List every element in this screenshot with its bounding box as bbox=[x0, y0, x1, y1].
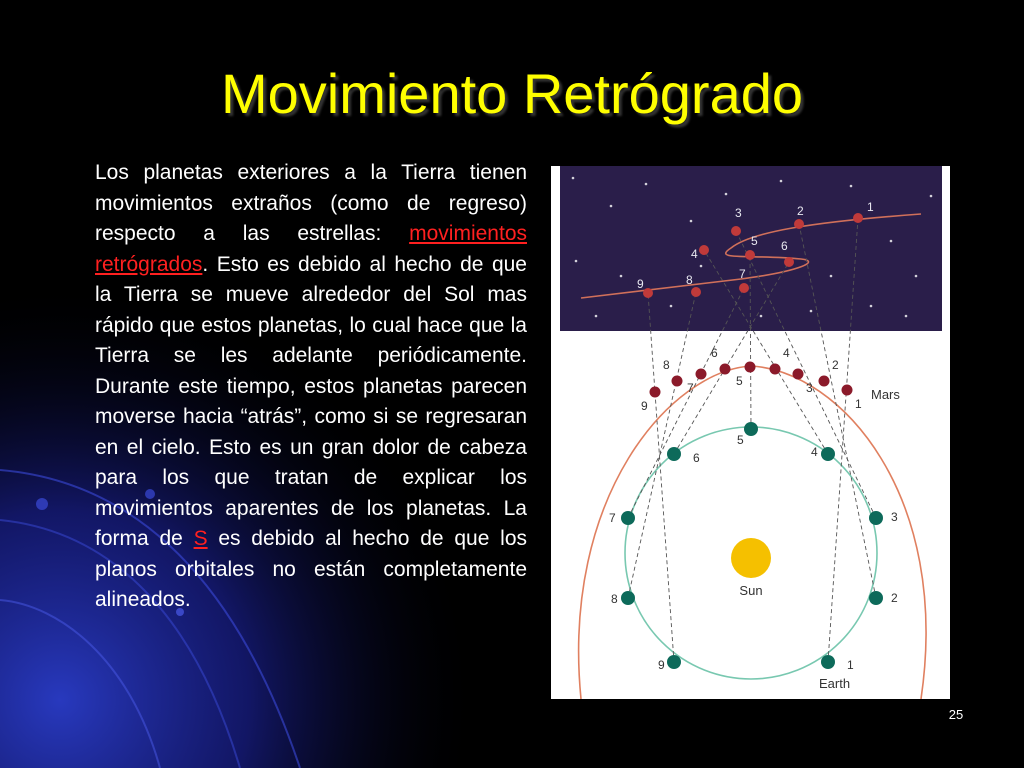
mars-position-number: 5 bbox=[736, 374, 743, 388]
sky-position-number: 2 bbox=[797, 204, 804, 218]
star bbox=[915, 275, 918, 278]
mars-label: Mars bbox=[871, 387, 900, 402]
highlight-s: S bbox=[193, 527, 208, 550]
earth-position-dot bbox=[869, 511, 883, 525]
mars-position-number: 2 bbox=[832, 358, 839, 372]
sky-position-dot bbox=[739, 283, 749, 293]
mars-position-number: 7 bbox=[687, 381, 694, 395]
sky-position-dot bbox=[784, 257, 794, 267]
slide-number: 25 bbox=[948, 707, 964, 722]
mars-position-number: 6 bbox=[711, 346, 718, 360]
mars-position-number: 3 bbox=[806, 381, 813, 395]
star bbox=[645, 183, 648, 186]
mars-position-dot bbox=[720, 364, 731, 375]
sky-position-dot bbox=[691, 287, 701, 297]
earth-position-dot bbox=[621, 511, 635, 525]
earth-position-number: 8 bbox=[611, 592, 618, 606]
sky-panel bbox=[560, 166, 942, 331]
earth-position-dot bbox=[667, 655, 681, 669]
star bbox=[620, 275, 623, 278]
earth-position-number: 1 bbox=[847, 658, 854, 672]
retrograde-diagram bbox=[551, 166, 950, 699]
sun-label: Sun bbox=[739, 583, 763, 598]
mars-position-dot bbox=[793, 369, 804, 380]
mars-position-dot bbox=[696, 369, 707, 380]
paragraph-text-2: . Esto es debido al hecho de que la Tierra se mueve alrededor del Sol mas rápido que estos planetas, lo cual hace que la Tierra se les adelante periódicamente. Durante este tiempo, estos planetas parecen moverse hacia “atrás”, como si se regresaran en el cielo. Esto es un gran dolor de cabeza para los que tratan de explicar los movimientos aparentes de los planetas. La forma de bbox=[95, 252, 527, 550]
star bbox=[905, 315, 908, 318]
sun bbox=[731, 538, 771, 578]
earth-position-number: 2 bbox=[891, 591, 898, 605]
mars-position-dot bbox=[650, 387, 661, 398]
sky-position-number: 5 bbox=[751, 234, 758, 248]
sky-position-dot bbox=[699, 245, 709, 255]
star bbox=[572, 177, 575, 180]
star bbox=[610, 205, 613, 208]
earth-position-number: 5 bbox=[737, 433, 744, 447]
star bbox=[760, 315, 763, 318]
sky-position-number: 8 bbox=[686, 273, 693, 287]
earth-position-dot bbox=[821, 655, 835, 669]
earth-position-number: 4 bbox=[811, 445, 818, 459]
star bbox=[850, 185, 853, 188]
highlight-retrograde: movimientos retrógrados bbox=[95, 222, 527, 276]
paragraph-text-1: Los planetas exteriores a la Tierra tienen movimientos extraños (como de regreso) respecto a las estrellas: bbox=[95, 161, 527, 245]
star bbox=[780, 180, 783, 183]
slide-title: Movimiento Retrógrado bbox=[220, 62, 804, 125]
sky-position-number: 1 bbox=[867, 200, 874, 214]
sky-position-dot bbox=[853, 213, 863, 223]
earth-position-dot bbox=[744, 422, 758, 436]
mars-position-number: 8 bbox=[663, 358, 670, 372]
mars-position-number: 9 bbox=[641, 399, 648, 413]
earth-label: Earth bbox=[819, 676, 851, 691]
star bbox=[575, 260, 578, 263]
sky-position-number: 6 bbox=[781, 239, 788, 253]
star bbox=[700, 265, 703, 268]
mars-position-dot bbox=[819, 376, 830, 387]
star bbox=[810, 310, 813, 313]
star bbox=[595, 315, 598, 318]
sky-position-number: 7 bbox=[739, 267, 746, 281]
star bbox=[890, 240, 893, 243]
earth-position-number: 6 bbox=[693, 451, 700, 465]
star bbox=[690, 220, 693, 223]
earth-position-dot bbox=[667, 447, 681, 461]
star bbox=[670, 305, 673, 308]
sky-position-dot bbox=[731, 226, 741, 236]
earth-position-number: 7 bbox=[609, 511, 616, 525]
mars-position-number: 1 bbox=[855, 397, 862, 411]
paragraph-text-3: es debido al hecho de que los planos orbitales no están completamente alineados. bbox=[95, 527, 527, 611]
mars-position-dot bbox=[770, 364, 781, 375]
mars-position-dot bbox=[672, 376, 683, 387]
sky-position-dot bbox=[794, 219, 804, 229]
earth-position-dot bbox=[621, 591, 635, 605]
sky-position-dot bbox=[643, 288, 653, 298]
mars-position-dot bbox=[745, 362, 756, 373]
mars-position-number: 4 bbox=[783, 346, 790, 360]
earth-position-number: 9 bbox=[658, 658, 665, 672]
star bbox=[725, 193, 728, 196]
sky-position-number: 9 bbox=[637, 277, 644, 291]
sky-position-dot bbox=[745, 250, 755, 260]
star bbox=[870, 305, 873, 308]
sky-position-number: 4 bbox=[691, 247, 698, 261]
earth-position-dot bbox=[821, 447, 835, 461]
earth-position-dot bbox=[869, 591, 883, 605]
star bbox=[930, 195, 933, 198]
star bbox=[830, 275, 833, 278]
sky-position-number: 3 bbox=[735, 206, 742, 220]
body-paragraph bbox=[95, 158, 527, 616]
earth-position-number: 3 bbox=[891, 510, 898, 524]
mars-position-dot bbox=[842, 385, 853, 396]
